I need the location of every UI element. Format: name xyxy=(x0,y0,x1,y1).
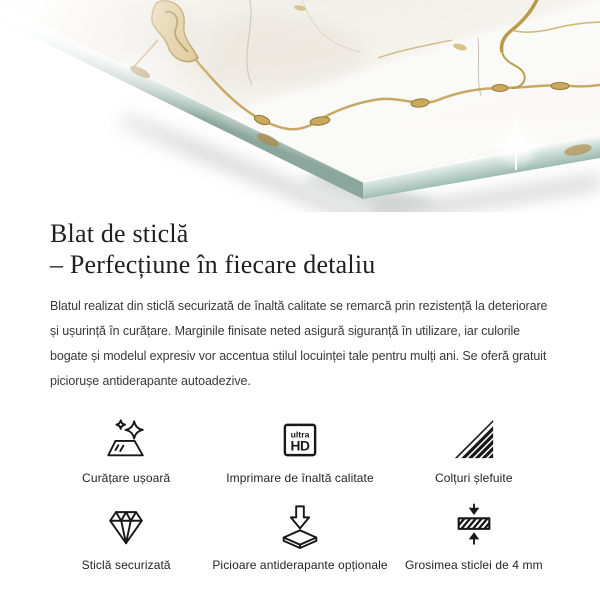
feature-grid xyxy=(40,416,560,572)
feature-item-anti-slip-feet xyxy=(212,503,387,572)
hero-product-image xyxy=(0,0,600,212)
page-title xyxy=(50,218,550,280)
product-info-section xyxy=(0,218,600,572)
feature-item-easy-cleaning xyxy=(40,416,212,485)
feature-label: Grosimea sticlei de 4 mm xyxy=(404,558,543,572)
anti-slip-feet-icon xyxy=(277,503,323,549)
feature-label: Sticlă securizată xyxy=(81,558,171,572)
page-title-line1: Blat de sticlă xyxy=(50,219,189,248)
feature-label: Curățare ușoară xyxy=(82,471,171,485)
feature-item-hd-print xyxy=(212,416,387,485)
ultra-text: ultra xyxy=(290,429,310,440)
glass-thickness-icon xyxy=(451,503,497,549)
product-description: Blatul realizat din sticlă securizată de înaltă calitate se remarcă prin rezistență la deteriorare și ușurință în curățare. Marginile finisate neted asigură siguranță în utilizare, iar culorile bogate și modelul expresiv vor accentua stilul locuinței tale pentru mulți ani. Se oferă gratuit piciorușe antiderapante autoadezive. xyxy=(50,299,548,388)
feature-label: Imprimare de înaltă calitate xyxy=(226,471,374,485)
tempered-glass-diamond-icon xyxy=(103,503,149,549)
feature-label: Picioare antiderapante opționale xyxy=(212,558,388,572)
feature-item-tempered-glass xyxy=(40,503,212,572)
polished-corner-icon xyxy=(451,416,497,462)
hd-text: HD xyxy=(290,438,310,454)
feature-item-glass-thickness xyxy=(388,503,560,572)
sparkle-clean-surface-icon xyxy=(103,416,149,462)
feature-label: Colțuri șlefuite xyxy=(435,471,513,485)
page-title-line2: – Perfecțiune în fiecare detaliu xyxy=(50,250,376,279)
ultra-hd-badge-icon xyxy=(278,416,322,462)
feature-item-polished-corners xyxy=(388,416,560,485)
glass-countertop-photo xyxy=(0,0,600,212)
